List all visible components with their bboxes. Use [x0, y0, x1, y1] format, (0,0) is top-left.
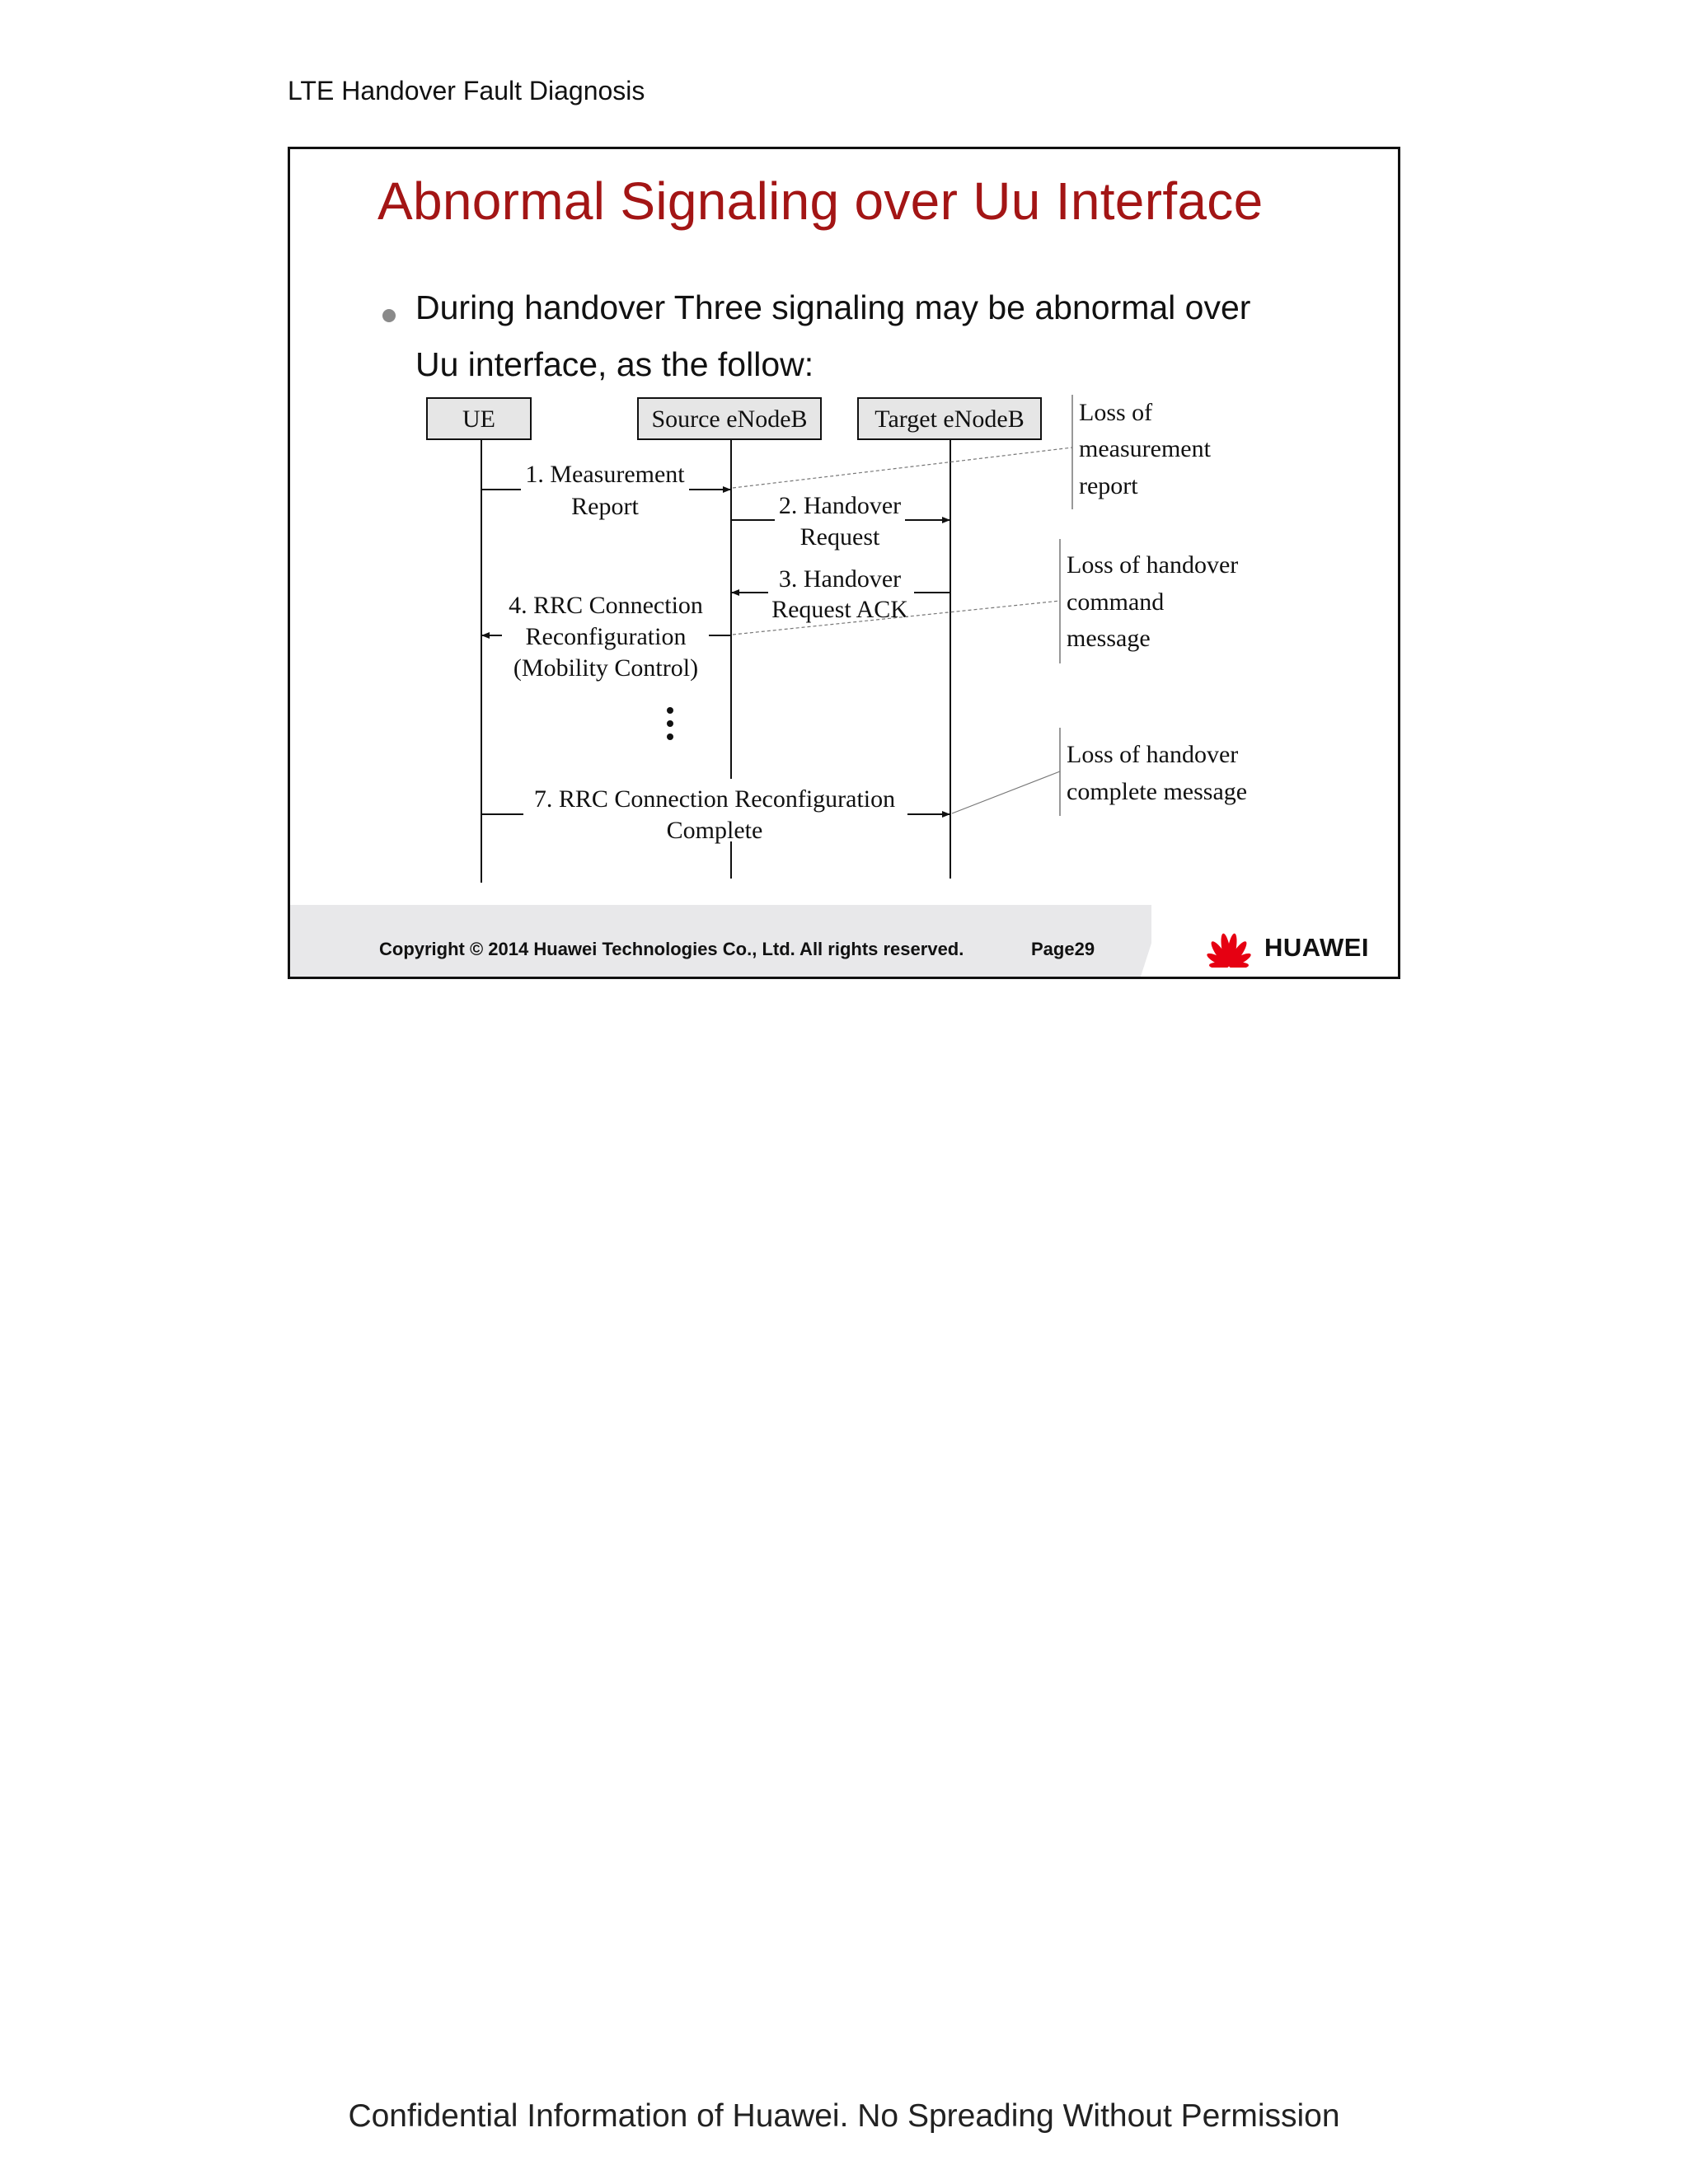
annotation-2-line1: Loss of handover	[1067, 551, 1239, 579]
ue-label: UE	[462, 405, 495, 433]
annotation-2-line2: command	[1067, 588, 1165, 616]
huawei-logo	[1203, 926, 1369, 969]
message-1-line2: Report	[571, 493, 639, 520]
annotation-1-line2: measurement	[1079, 435, 1211, 462]
message-1-measurement-report	[481, 461, 731, 520]
message-7-rrc-reconfiguration-complete	[481, 785, 950, 844]
message-7-line1: 7. RRC Connection Reconfiguration	[533, 785, 896, 813]
message-3-line1: 3. Handover	[778, 565, 902, 593]
slide-title: Abnormal Signaling over Uu Interface	[377, 171, 1264, 231]
message-2-line2: Request	[799, 523, 880, 551]
brand-name: HUAWEI	[1264, 933, 1369, 962]
message-4-rrc-connection-reconfiguration	[481, 592, 731, 682]
message-4-line1: 4. RRC Connection	[509, 592, 703, 619]
annotation-1-line3: report	[1079, 472, 1138, 499]
message-1-line1: 1. Measurement	[525, 461, 685, 488]
vertical-ellipsis-icon	[667, 707, 673, 740]
annotation-2-line3: message	[1067, 625, 1151, 652]
message-4-line2: Reconfiguration	[525, 623, 687, 650]
message-3-line2: Request ACK	[771, 596, 908, 623]
target-enodeb-label: Target eNodeB	[874, 405, 1025, 433]
footer-page-number: Page29	[1031, 939, 1095, 959]
slide	[288, 147, 1400, 979]
message-7-line2: Complete	[666, 817, 763, 844]
confidential-notice: Confidential Information of Huawei. No Spreading Without Permission	[348, 2098, 1340, 2134]
annotation-loss-of-handover-complete	[952, 728, 1247, 816]
annotation-3-line1: Loss of handover	[1067, 741, 1239, 768]
handover-sequence-diagram	[290, 149, 1400, 979]
annotation-3-line2: complete message	[1067, 778, 1248, 805]
bullet-text: During handover Three signaling may be abnormal over Uu interface, as the follow:	[415, 288, 1251, 383]
document-header-title: LTE Handover Fault Diagnosis	[288, 76, 645, 105]
message-3-handover-request-ack	[731, 565, 950, 623]
huawei-petal-logo-icon	[1203, 928, 1254, 968]
annotation-1-line1: Loss of	[1079, 399, 1153, 426]
message-2-handover-request	[731, 492, 950, 551]
source-enodeb-label: Source eNodeB	[651, 405, 808, 433]
message-4-line3: (Mobility Control)	[513, 654, 699, 682]
footer-copyright: Copyright © 2014 Huawei Technologies Co., Ltd. All rights reserved.	[379, 939, 964, 959]
message-2-line1: 2. Handover	[778, 492, 902, 519]
